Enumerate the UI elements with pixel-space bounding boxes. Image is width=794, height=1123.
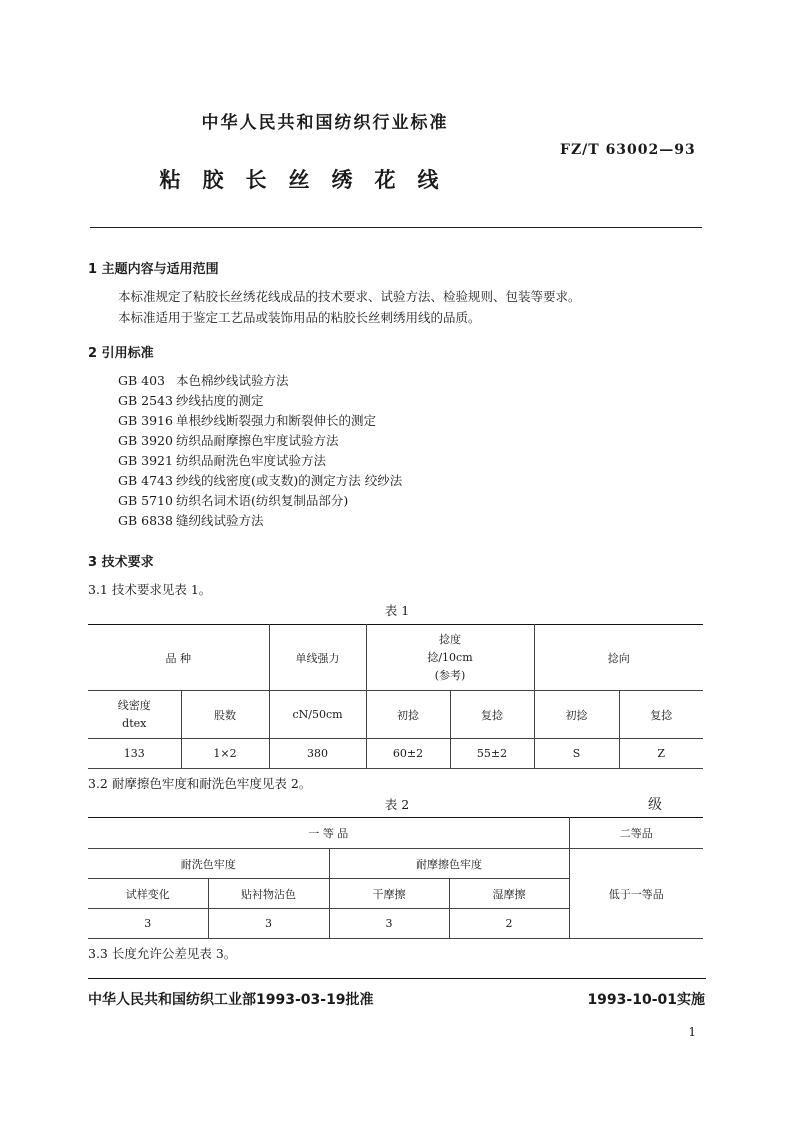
clause-3-3: 3.3 长度允许公差见表 3。 <box>88 946 237 961</box>
section-1-paragraph-2: 本标准适用于鉴定工艺品或装饰用品的粘胶长丝刺绣用线的品质。 <box>118 310 481 325</box>
section-3-heading: 3 技术要求 <box>88 555 154 570</box>
effective-date: 1993-10-01实施 <box>587 992 705 1008</box>
standard-code: FZ/T 63002—93 <box>560 142 696 158</box>
header-wash-fastness: 耐洗色牢度 <box>88 849 329 879</box>
header-wet-rubbing: 湿摩擦 <box>449 879 569 909</box>
reference-code: GB 6838 <box>118 513 173 528</box>
table-cell: 3 <box>208 909 329 939</box>
reference-title: 缝纫线试验方法 <box>176 513 264 528</box>
table-cell: 55±2 <box>450 739 534 769</box>
header-initial-twist: 初捻 <box>366 691 450 739</box>
reference-title: 纱线的线密度(或支数)的测定方法 绞纱法 <box>176 473 403 488</box>
reference-code: GB 5710 <box>118 493 173 508</box>
header-sample-change: 试样变化 <box>88 879 208 909</box>
twist-label: 捻度 <box>439 632 461 646</box>
table-2-caption: 表 2 <box>384 797 410 812</box>
second-grade-value: 低于一等品 <box>569 849 703 939</box>
twist-reference: (参考) <box>434 668 466 682</box>
table-cell: S <box>534 739 619 769</box>
page-number: 1 <box>688 1025 696 1039</box>
header-first-grade: 一 等 品 <box>88 818 569 849</box>
reference-code: GB 2543 <box>118 393 173 408</box>
linear-density-unit: dtex <box>122 716 147 730</box>
twist-unit: 捻/10cm <box>427 650 473 664</box>
table-cell: 1×2 <box>181 739 269 769</box>
reference-title: 纺织品耐摩擦色牢度试验方法 <box>176 433 339 448</box>
reference-item <box>118 471 402 491</box>
header-second-grade: 二等品 <box>569 818 703 849</box>
table-cell: 2 <box>449 909 569 939</box>
reference-code: GB 3921 <box>118 453 173 468</box>
reference-title: 本色棉纱线试验方法 <box>176 373 289 388</box>
reference-title: 纺织名词术语(纺织复制品部分) <box>176 493 349 508</box>
issuing-organization: 中华人民共和国纺织行业标准 <box>201 113 449 133</box>
reference-title: 纺织品耐洗色牢度试验方法 <box>176 453 327 468</box>
header-strength-unit: cN/50cm <box>269 691 366 739</box>
linear-density-label: 线密度 <box>117 698 151 712</box>
reference-title: 纱线拈度的测定 <box>176 393 264 408</box>
header-linear-density <box>88 691 181 739</box>
header-twist-direction: 捻向 <box>534 625 703 691</box>
reference-item <box>118 371 402 391</box>
table-cell: 133 <box>88 739 181 769</box>
document-title: 粘胶长丝绣花线 <box>159 168 461 192</box>
reference-item <box>118 451 402 471</box>
header-single-strength: 单线强力 <box>269 625 366 691</box>
reference-item <box>118 511 402 531</box>
table-cell: 380 <box>269 739 366 769</box>
reference-item <box>118 431 402 451</box>
reference-code: GB 3916 <box>118 413 173 428</box>
table-cell: Z <box>619 739 703 769</box>
header-ply-count: 股数 <box>181 691 269 739</box>
header-adjacent-staining: 贴衬物沾色 <box>208 879 329 909</box>
table-1-caption: 表 1 <box>384 603 410 618</box>
table-cell: 3 <box>88 909 208 939</box>
reference-item <box>118 491 402 511</box>
table-2-unit: 级 <box>648 797 662 813</box>
reference-title: 单根纱线断裂强力和断裂伸长的测定 <box>176 413 377 428</box>
table-2 <box>88 817 703 939</box>
reference-code: GB 3920 <box>118 433 173 448</box>
reference-list <box>118 371 402 531</box>
header-rule <box>90 227 702 228</box>
reference-item <box>118 391 402 411</box>
header-dry-rubbing: 干摩擦 <box>329 879 449 909</box>
header-direction-final: 复捻 <box>619 691 703 739</box>
header-rub-fastness: 耐摩擦色牢度 <box>329 849 569 879</box>
table-cell: 60±2 <box>366 739 450 769</box>
header-direction-initial: 初捻 <box>534 691 619 739</box>
section-1-paragraph-1: 本标准规定了粘胶长丝绣花线成品的技术要求、试验方法、检验规则、包装等要求。 <box>118 289 581 304</box>
table-cell: 3 <box>329 909 449 939</box>
clause-3-1: 3.1 技术要求见表 1。 <box>88 582 212 597</box>
footer-rule <box>88 978 706 979</box>
header-twist <box>366 625 534 691</box>
section-2-heading: 2 引用标准 <box>88 346 154 361</box>
reference-code: GB 403 <box>118 373 166 388</box>
header-final-twist: 复捻 <box>450 691 534 739</box>
table-1 <box>88 624 703 769</box>
approval-statement: 中华人民共和国纺织工业部1993-03-19批准 <box>88 992 374 1008</box>
clause-3-2: 3.2 耐摩擦色牢度和耐洗色牢度见表 2。 <box>88 776 312 791</box>
reference-item <box>118 411 402 431</box>
reference-code: GB 4743 <box>118 473 173 488</box>
section-1-heading: 1 主题内容与适用范围 <box>88 262 219 277</box>
header-variety: 品 种 <box>88 625 269 691</box>
